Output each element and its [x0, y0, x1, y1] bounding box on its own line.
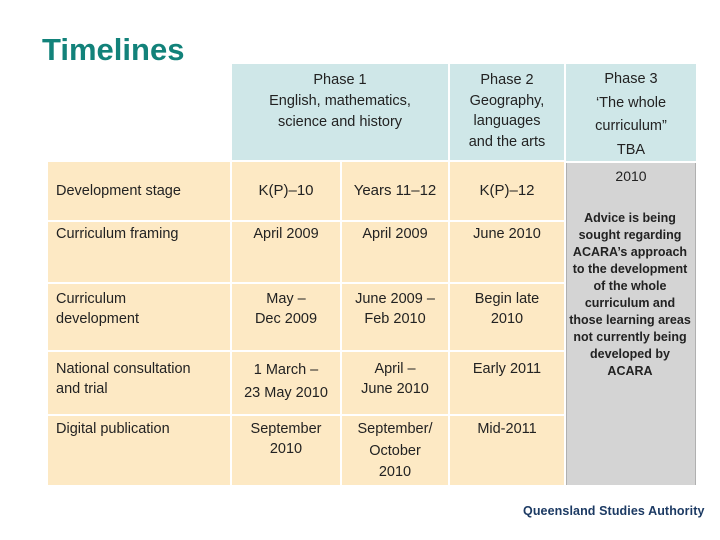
framing-p2: June 2010: [473, 226, 541, 242]
phase3-divider: [566, 161, 696, 163]
row-label-text: Curriculum development: [56, 291, 140, 327]
row-label-text: National consultation and trial: [56, 361, 191, 397]
consultation-p2: Early 2011: [472, 361, 542, 377]
framing-p1b: April 2009: [362, 226, 428, 242]
dev-stage-p2: K(P)–12: [479, 182, 535, 199]
row-label-text: Digital publication: [56, 421, 170, 437]
dev-stage-p1a: K(P)–10: [258, 182, 314, 199]
development-p1b: June 2009 – Feb 2010: [355, 291, 435, 327]
framing-p1a: April 2009: [253, 226, 319, 242]
dev-stage-p1b: Years 11–12: [353, 182, 437, 199]
row-label-text: Development stage: [56, 183, 181, 199]
qsa-logo: Queensland Studies Authority: [523, 504, 705, 518]
header-phase3: Phase 3 ‘The whole curriculum” TBA: [595, 71, 667, 158]
publication-p2: Mid-2011: [477, 421, 537, 437]
consultation-p1b: April – June 2010: [361, 361, 429, 397]
header-phase2: Phase 2 Geography, languages and the arts: [450, 64, 564, 160]
header-phase1: Phase 1 English, mathematics, science and history: [232, 64, 448, 160]
dev-stage-p3: 2010: [615, 168, 647, 184]
consultation-p1a: 1 March – 23 May 2010: [244, 362, 328, 401]
slide-title: Timelines: [42, 32, 185, 67]
row-label-text: Curriculum framing: [56, 226, 179, 242]
development-p2: Begin late 2010: [474, 291, 540, 327]
phase3-advice-note: Advice is being sought regarding ACARA’s approach to the development of the whole curriculum and those learning areas not currently being developed by ACARA: [569, 211, 691, 378]
publication-p1a: September 2010: [250, 421, 322, 457]
publication-p1b: September/ October 2010: [357, 421, 433, 480]
development-p1a: May – Dec 2009: [254, 291, 318, 327]
